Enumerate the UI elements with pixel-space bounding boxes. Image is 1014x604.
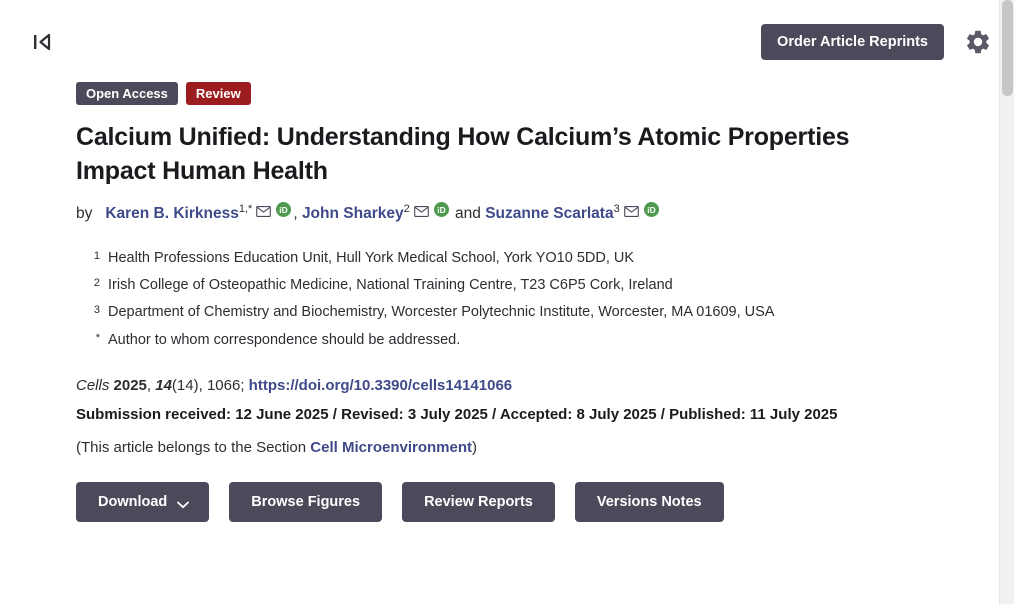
citation-article-number: 1066; [206,376,245,394]
review-reports-label: Review Reports [424,493,533,510]
section-note-suffix: ) [472,438,477,456]
affiliation-marker: 1 [93,250,100,263]
affiliation-row [76,275,974,296]
author-link-1[interactable]: Karen B. Kirkness [105,204,239,222]
citation-line: Cells 2025, 14(14), 1066; https://doi.org/10.3390/cells14141066 [76,376,513,394]
affiliation-marker: 3 [93,304,100,317]
gear-icon[interactable] [964,28,992,56]
affiliation-row [76,330,974,351]
author-affiliation-marker-1: 1,* [238,202,253,215]
review-reports-button[interactable] [402,482,555,522]
status-badge-review: Review [186,82,251,105]
orcid-icon-author-1[interactable] [276,201,291,226]
byline-prefix: by [76,204,93,222]
badge-row [76,82,974,105]
email-icon-author-3[interactable] [624,201,639,226]
action-button-row [76,482,974,522]
affiliation-row [76,248,974,269]
status-badge-open-access: Open Access [76,82,178,105]
affiliation-text: Irish College of Osteopathic Medicine, National Training Centre, T23 C6P5 Cork, Ireland [108,277,673,294]
author-affiliation-marker-3: 3 [613,202,620,215]
affiliation-row [76,302,974,323]
section-note-prefix: (This article belongs to the Section [76,438,311,456]
browse-figures-button[interactable] [229,482,382,522]
order-article-reprints-label: Order Article Reprints [777,34,928,50]
author-separator-1: , [293,204,302,222]
citation-volume: 14 [155,376,172,394]
page-scrollbar[interactable] [999,0,1014,604]
submission-history: Submission received: 12 June 2025 / Revised: 3 July 2025 / Accepted: 8 July 2025 / Published: 11 July 2025 [76,405,838,423]
citation-issue: (14) [171,376,199,394]
top-bar [0,0,1014,82]
collapse-left-icon[interactable] [28,28,56,56]
page-title: Calcium Unified: Understanding How Calcium’s Atomic Properties Impact Human Health [76,123,850,185]
affiliation-marker: * [95,331,100,344]
svg-text:iD: iD [437,204,446,215]
section-link[interactable]: Cell Microenvironment [310,438,472,456]
chevron-down-icon [177,497,187,507]
email-icon-author-1[interactable] [256,201,271,226]
author-link-3[interactable]: Suzanne Scarlata [485,204,614,222]
author-separator-2: and [450,204,486,222]
download-button[interactable] [76,482,209,522]
author-link-2[interactable]: John Sharkey [301,204,404,222]
orcid-icon-author-3[interactable] [644,201,659,226]
svg-text:iD: iD [279,204,289,215]
author-affiliation-marker-2: 2 [403,202,410,215]
order-article-reprints-button[interactable] [761,24,944,60]
section-note [76,439,974,456]
affiliation-text: Department of Chemistry and Biochemistry, Worcester Polytechnic Institute, Worcester, MA 01609, USA [108,304,775,321]
versions-notes-button[interactable] [575,482,724,522]
affiliation-marker: 2 [93,277,100,290]
affiliation-text: Author to whom correspondence should be addressed. [108,331,461,348]
author-list [76,201,974,227]
article-content [0,82,1014,522]
email-icon-author-2[interactable] [414,201,429,226]
versions-notes-label: Versions Notes [596,493,702,510]
download-button-label: Download [98,493,168,510]
affiliation-text: Health Professions Education Unit, Hull York Medical School, York YO10 5DD, UK [108,250,635,267]
svg-text:iD: iD [646,204,656,215]
citation-journal: Cells [76,376,110,394]
browse-figures-label: Browse Figures [251,493,361,510]
affiliation-list [76,248,974,350]
doi-link[interactable]: https://doi.org/10.3390/cells14141066 [248,376,513,394]
orcid-icon-author-2[interactable] [434,201,449,226]
citation-year: 2025 [113,376,147,394]
